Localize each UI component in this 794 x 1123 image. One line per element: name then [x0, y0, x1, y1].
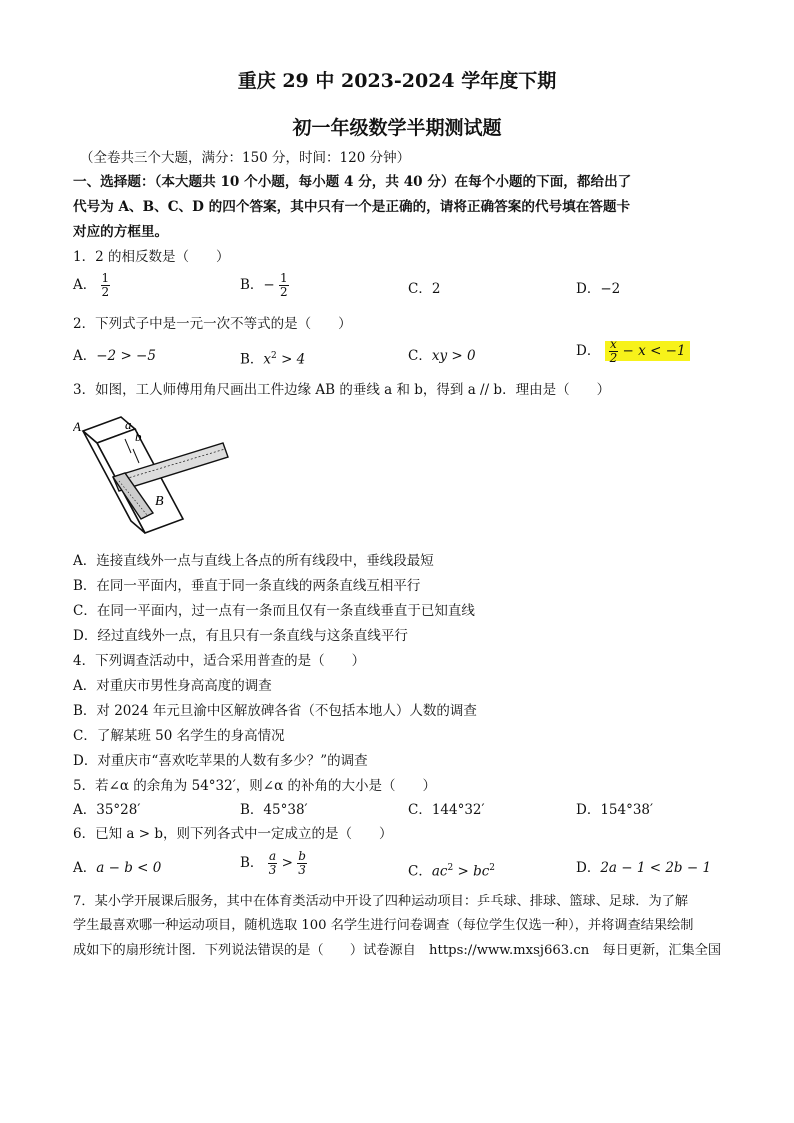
q6-stem: 6．已知 a > b，则下列各式中一定成立的是（ ） [73, 826, 393, 842]
q2-a-label: A． [73, 348, 97, 364]
q6-b-op: > [277, 855, 298, 871]
q6-b-num2: b [298, 849, 306, 863]
q6-b-frac2 [297, 850, 307, 877]
q3-option-b: B．在同一平面内，垂直于同一条直线的两条直线互相平行 [73, 578, 421, 594]
q4-option-b: B．对 2024 年元旦渝中区解放碑各省（不包括本地人）人数的调查 [73, 703, 477, 719]
q2-c-label: C． [408, 348, 432, 364]
q2-d-rest: − x < −1 [618, 343, 686, 359]
section1-line1: 一、选择题：（本大题共 10 个小题，每小题 4 分，共 40 分）在每个小题的下面，都给出了 [73, 174, 632, 190]
q1-option-a [73, 272, 110, 299]
q2-a-text: −2 > −5 [96, 348, 156, 364]
q2-b-rest: > 4 [276, 351, 306, 368]
try-square-figure [73, 409, 233, 539]
exam-info: （全卷共三个大题，满分：150 分，时间：120 分钟） [80, 150, 411, 166]
q3-option-d: D．经过直线外一点，有且只有一条直线与这条直线平行 [73, 628, 408, 644]
q6-d-text: 2a − 1 < 2b − 1 [600, 860, 712, 876]
q6-a-label: A． [73, 860, 97, 876]
q6-b-den2: 3 [298, 863, 306, 877]
q6-b-frac1 [268, 850, 278, 877]
q6-d-label: D． [576, 860, 601, 876]
q2-option-a [73, 347, 156, 365]
q6-option-c [408, 859, 495, 881]
q3-stem: 3．如图，工人师傅用角尺画出工件边缘 AB 的垂线 a 和 b，得到 a // b．理由是（ ） [73, 382, 611, 398]
q2-stem: 2．下列式子中是一元一次不等式的是（ ） [73, 316, 352, 332]
q1-b-fraction [279, 272, 289, 299]
section1-line2: 代号为 A、B、C、D 的四个答案，其中只有一个是正确的，请将正确答案的代号填在答题卡 [73, 199, 631, 215]
q6-option-b [240, 850, 307, 877]
label-point-A: A [73, 419, 81, 434]
q7-line1: 7．某小学开展课后服务，其中在体育类活动中开设了四种运动项目：乒乓球、排球、篮球、足球．为了解 [73, 894, 689, 909]
q6-c-label: C． [408, 863, 432, 880]
q1-b-sign: − [263, 277, 275, 293]
q7-line3: 成如下的扇形统计图．下列说法错误的是（ ）试卷源自 https://www.mxsj663.cn 每日更新，汇集全国 [73, 943, 722, 958]
q2-d-num: x [610, 337, 617, 351]
q1-b-label: B． [240, 277, 264, 293]
q6-option-d [576, 859, 711, 877]
q5-option-d: D．154°38′ [576, 802, 654, 818]
q2-b-exp: 2 [271, 351, 277, 361]
q3-option-c: C．在同一平面内，过一点有一条而且仅有一条直线垂直于已知直线 [73, 603, 475, 619]
q2-d-fraction [609, 338, 619, 365]
q4-option-d: D．对重庆市“喜欢吃苹果的人数有多少？”的调查 [73, 753, 368, 769]
q1-option-d [576, 280, 620, 298]
q4-stem: 4．下列调查活动中，适合采用普查的是（ ） [73, 653, 366, 669]
q6-b-den1: 3 [268, 863, 277, 877]
q6-a-text: a − b < 0 [96, 860, 162, 876]
q7-line2: 学生最喜欢哪一种运动项目，随机选取 100 名学生进行问卷调查（每位学生仅选一种），并将调查结果绘制 [73, 918, 694, 933]
q1-a-label: A． [73, 277, 97, 293]
q2-b-label: B． [240, 351, 264, 368]
q2-option-d [576, 338, 690, 365]
label-line-a: a [125, 417, 132, 432]
q1-a-num: 1 [101, 271, 110, 285]
q6-option-a [73, 859, 161, 877]
exam-subtitle: 初一年级数学半期测试题 [292, 117, 502, 139]
q2-d-den: 2 [609, 351, 618, 365]
q6-b-label: B． [240, 855, 264, 871]
q5-option-a: A．35°28′ [73, 802, 141, 818]
q4-option-a: A．对重庆市男性身高高度的调查 [73, 678, 272, 694]
q1-c-label: C． [408, 281, 432, 297]
q5-stem: 5．若∠α 的余角为 54°32′，则∠α 的补角的大小是（ ） [73, 778, 436, 794]
q2-option-b [240, 347, 305, 369]
q2-d-label: D． [576, 343, 601, 359]
q4-option-c: C．了解某班 50 名学生的身高情况 [73, 728, 285, 744]
q1-a-fraction [101, 272, 111, 299]
q5-option-c: C．144°32′ [408, 802, 485, 818]
q1-d-label: D． [576, 281, 601, 297]
q1-option-b [240, 272, 289, 299]
q1-stem: 1．2 的相反数是（ ） [73, 249, 230, 265]
q2-b-base: x [263, 351, 272, 368]
q3-option-a: A．连接直线外一点与直线上各点的所有线段中，垂线段最短 [73, 553, 434, 569]
q2-d-highlight [605, 337, 690, 365]
q1-c-text: 2 [431, 281, 441, 297]
q2-c-text: xy > 0 [431, 348, 476, 364]
q1-b-den: 2 [280, 285, 288, 299]
q1-a-den: 2 [101, 285, 110, 299]
q1-d-text: −2 [600, 281, 621, 297]
label-line-b: b [135, 429, 142, 444]
q6-b-num1: a [268, 849, 277, 863]
label-point-B: B [155, 494, 164, 509]
exam-title: 重庆 29 中 2023-2024 学年度下期 [237, 70, 557, 92]
q1-option-c [408, 280, 440, 298]
q6-c-mid: > bc [453, 863, 490, 880]
q6-c-text1: ac [431, 863, 448, 880]
q6-c-exp1: 2 [447, 863, 454, 873]
q2-option-c [408, 347, 476, 365]
q1-b-num: 1 [280, 271, 288, 285]
section1-line3: 对应的方框里。 [73, 224, 169, 240]
q6-c-exp2: 2 [489, 863, 496, 873]
q5-option-b: B．45°38′ [240, 802, 308, 818]
